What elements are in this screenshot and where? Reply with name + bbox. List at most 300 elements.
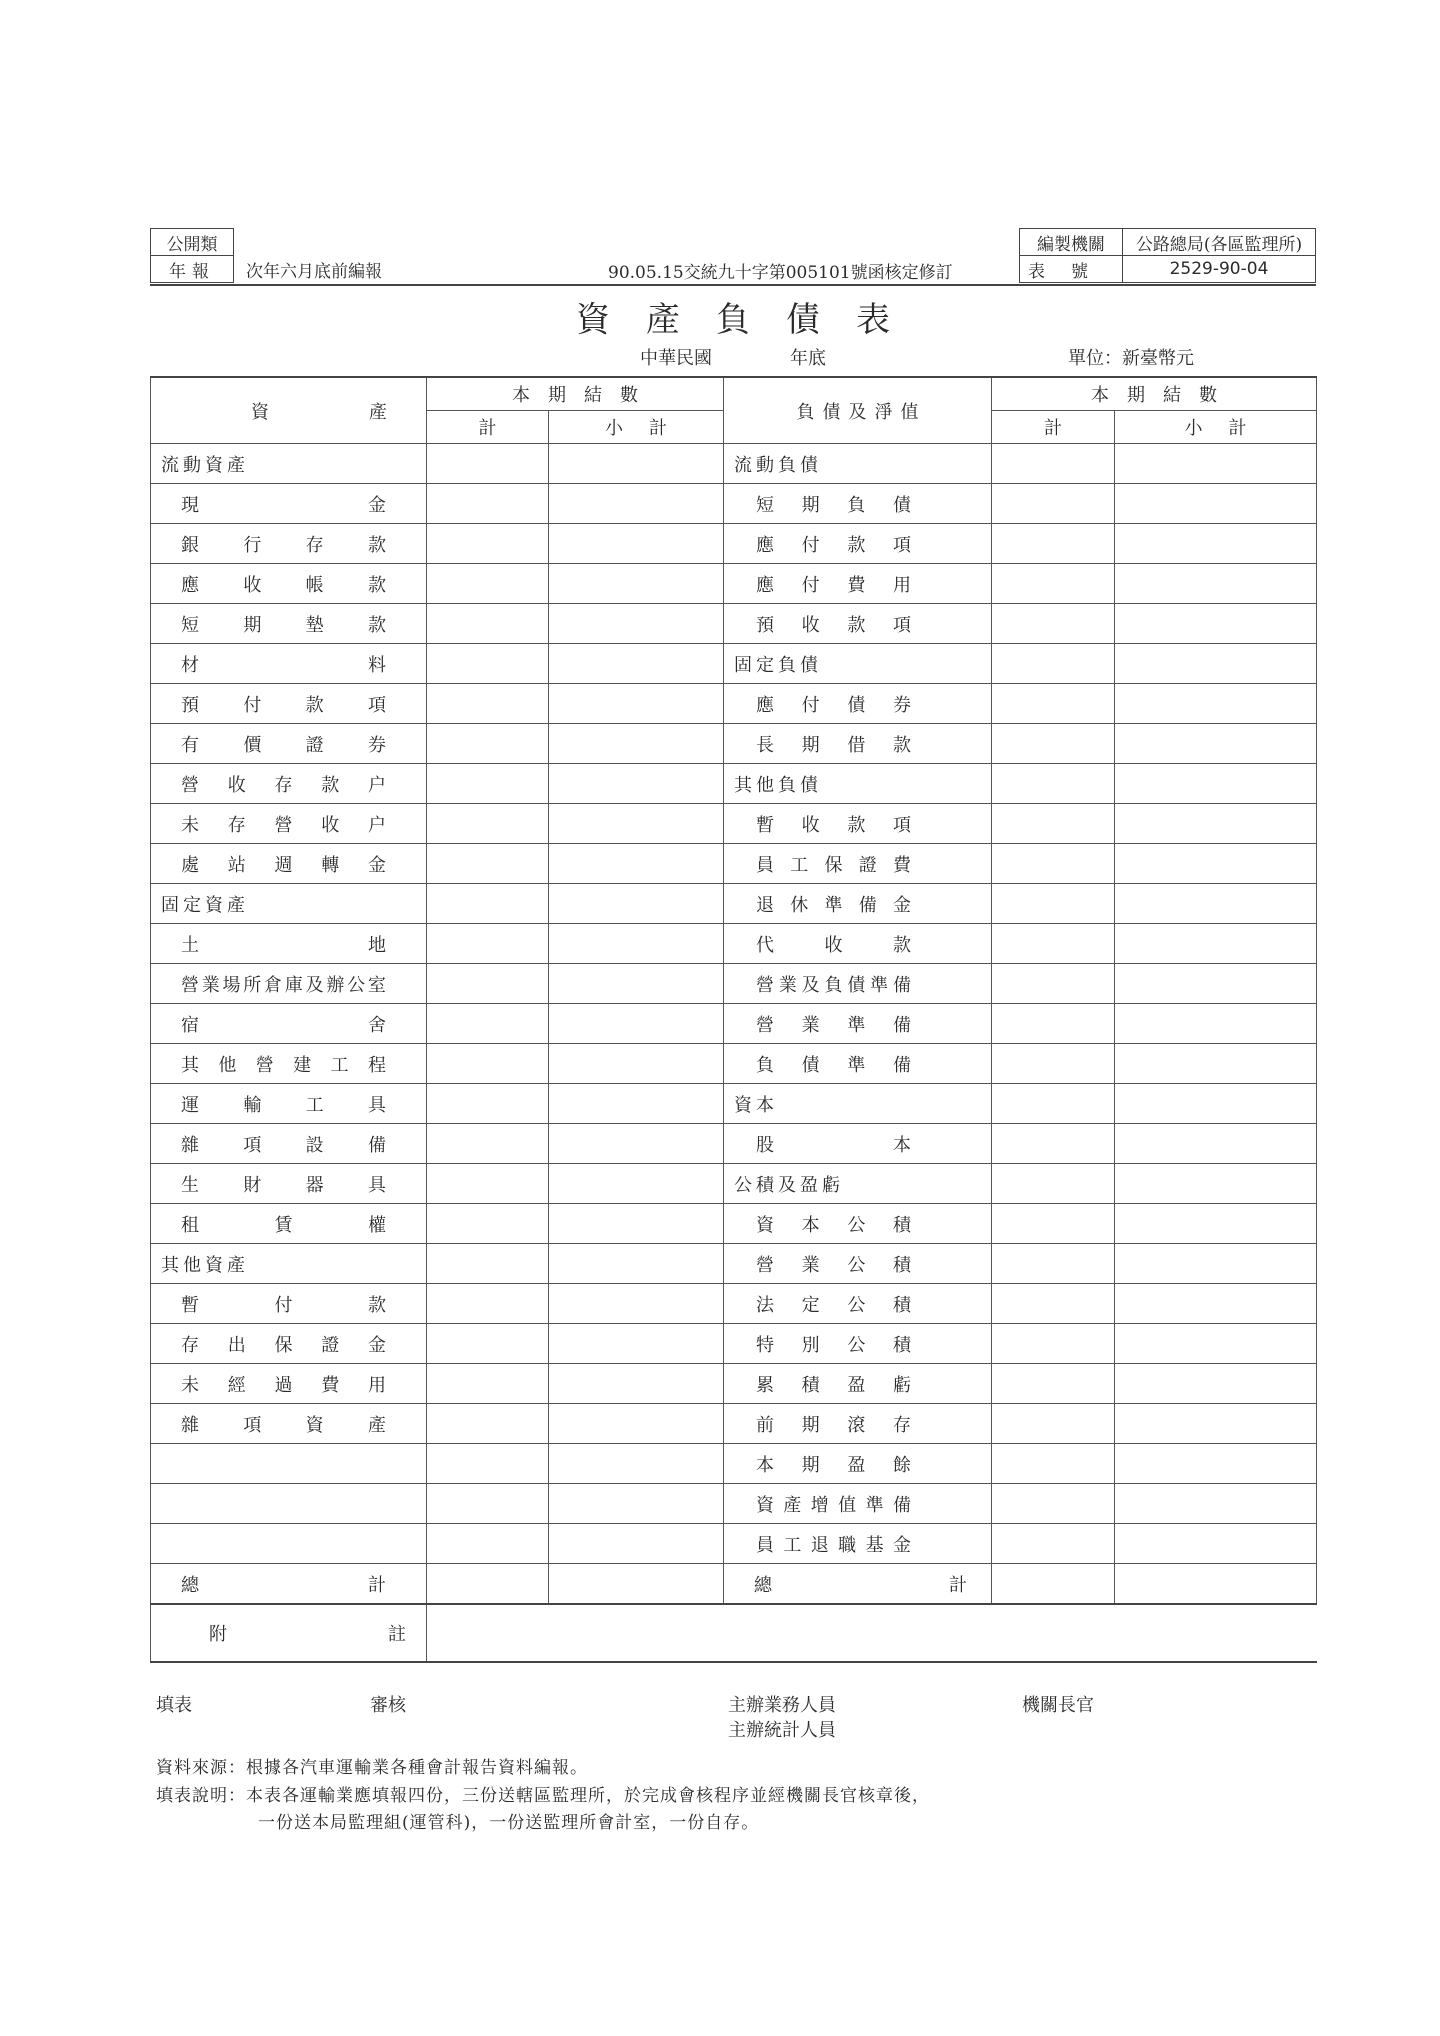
table-cell[interactable]: [549, 1244, 724, 1284]
table-cell[interactable]: [427, 1044, 549, 1084]
table-cell[interactable]: [427, 484, 549, 524]
table-cell[interactable]: [1115, 1564, 1317, 1605]
table-row: [151, 1364, 1317, 1404]
label-char: 收: [801, 814, 820, 836]
label-char: 法: [756, 1294, 774, 1316]
label-char: 金: [892, 1534, 911, 1556]
label-char: 運: [181, 1094, 199, 1116]
left-item-label: [151, 844, 427, 884]
label-char: 本: [893, 1134, 911, 1156]
label-char: 營: [181, 774, 199, 796]
label-char: 暫: [181, 1294, 199, 1316]
table-cell[interactable]: [992, 644, 1115, 684]
label-char: 金: [368, 854, 386, 876]
right-item-text: 流動負債: [734, 454, 822, 476]
table-cell[interactable]: [427, 564, 549, 604]
label-char: 短: [756, 494, 774, 516]
table-cell[interactable]: [549, 924, 724, 964]
label-char: 備: [892, 1494, 911, 1516]
table-cell[interactable]: [992, 484, 1115, 524]
right-item-label: [724, 1404, 992, 1444]
label-char: 材: [181, 654, 199, 676]
label-char: 及: [801, 974, 820, 996]
right-item-text: [756, 1051, 911, 1077]
table-cell[interactable]: [1115, 1484, 1317, 1524]
right-item-label: [724, 804, 992, 844]
label-char: 項: [892, 614, 911, 636]
table-cell[interactable]: [992, 1164, 1115, 1204]
notes-label-text: [209, 1620, 406, 1646]
table-cell[interactable]: [549, 524, 724, 564]
label-char: 資: [756, 1214, 774, 1236]
label-char: 營: [756, 1014, 774, 1036]
table-row: [151, 964, 1317, 1004]
table-cell[interactable]: [1115, 1444, 1317, 1484]
table-cell[interactable]: [549, 1124, 724, 1164]
label-char: 退: [756, 894, 774, 916]
table-cell[interactable]: [1115, 1084, 1317, 1124]
table-cell[interactable]: [549, 1284, 724, 1324]
table-cell[interactable]: [992, 1484, 1115, 1524]
table-cell[interactable]: [427, 1524, 549, 1564]
right-item-text: [756, 1211, 911, 1237]
label-char: 費: [847, 574, 866, 596]
table-cell[interactable]: [549, 1204, 724, 1244]
label-char: 項: [892, 814, 911, 836]
label-char: 保: [824, 854, 843, 876]
label-char: 收: [227, 774, 246, 796]
right-item-label: [724, 1484, 992, 1524]
table-cell[interactable]: [1115, 1204, 1317, 1244]
label-char: 工: [305, 1094, 324, 1116]
left-item-label: [151, 924, 427, 964]
label-char: 債: [847, 974, 866, 996]
table-cell[interactable]: [549, 1324, 724, 1364]
right-item-label: [724, 1004, 992, 1044]
label-char: 累: [756, 1374, 774, 1396]
label-char: 積: [892, 1254, 911, 1276]
table-cell[interactable]: [549, 764, 724, 804]
table-cell[interactable]: [992, 764, 1115, 804]
label-char: 工: [790, 854, 809, 876]
table-cell[interactable]: [549, 444, 724, 484]
label-char: 滾: [847, 1414, 866, 1436]
table-cell[interactable]: [549, 1044, 724, 1084]
table-cell[interactable]: [549, 1564, 724, 1605]
label-char: 保: [274, 1334, 293, 1356]
label-char: 積: [892, 1294, 911, 1316]
left-item-label: [151, 1444, 427, 1484]
table-cell[interactable]: [427, 844, 549, 884]
table-cell[interactable]: [1115, 1044, 1317, 1084]
table-cell[interactable]: [1115, 844, 1317, 884]
liabilities-total-text: [754, 1571, 967, 1597]
table-cell[interactable]: [1115, 764, 1317, 804]
label-char: 短: [181, 614, 199, 636]
page-title: 資產負債表: [576, 300, 926, 340]
label-char: 週: [274, 854, 293, 876]
table-cell[interactable]: [549, 1164, 724, 1204]
table-cell[interactable]: [1115, 1364, 1317, 1404]
right-item-label: [724, 444, 992, 484]
table-cell[interactable]: [1115, 1004, 1317, 1044]
right-item-label: [724, 964, 992, 1004]
label-char: 金: [368, 1334, 386, 1356]
label-char: 附: [209, 1624, 227, 1645]
table-cell[interactable]: [1115, 1324, 1317, 1364]
label-char: 收: [321, 814, 340, 836]
table-cell[interactable]: [1115, 1524, 1317, 1564]
assets-total-label: [151, 1564, 427, 1605]
table-cell[interactable]: [427, 1364, 549, 1404]
table-cell[interactable]: [549, 804, 724, 844]
table-cell[interactable]: [549, 1004, 724, 1044]
assets-subtotal-col: 小計: [549, 411, 724, 444]
table-cell[interactable]: [427, 884, 549, 924]
table-cell[interactable]: [549, 604, 724, 644]
label-char: 積: [892, 1214, 911, 1236]
table-cell[interactable]: [427, 1404, 549, 1444]
label-char: 款: [847, 534, 866, 556]
table-cell[interactable]: [427, 924, 549, 964]
table-cell[interactable]: [427, 604, 549, 644]
filler-signature-label: 填表: [156, 1695, 192, 1716]
table-row: [151, 1164, 1317, 1204]
assets-period-header: 本期結數: [427, 377, 724, 411]
disclosure-label: 公開類: [151, 229, 234, 256]
table-cell[interactable]: [992, 964, 1115, 1004]
table-row: [151, 1044, 1317, 1084]
label-char: 期: [801, 1454, 820, 1476]
label-char: 積: [801, 1374, 820, 1396]
label-char: 金: [368, 494, 386, 516]
right-item-text: [756, 1291, 911, 1317]
instructions-line-1: 填表說明：本表各運輸業應填報四份，三份送轄區監理所，於完成會核程序並經機關長官核章後，: [156, 1786, 930, 1806]
frequency-label: 年報: [151, 256, 234, 283]
label-char: 期: [801, 494, 820, 516]
right-item-text: [756, 691, 911, 717]
right-item-label: [724, 1084, 992, 1124]
table-cell[interactable]: [992, 1084, 1115, 1124]
left-item-label: [151, 564, 427, 604]
table-cell[interactable]: [992, 1284, 1115, 1324]
label-char: 款: [368, 1294, 386, 1316]
table-cell[interactable]: [427, 644, 549, 684]
label-char: 存: [305, 534, 324, 556]
left-item-text: [181, 1171, 386, 1197]
label-char: 收: [824, 934, 843, 956]
table-cell[interactable]: [992, 724, 1115, 764]
right-item-text: [756, 1451, 911, 1477]
table-cell[interactable]: [549, 1444, 724, 1484]
table-cell[interactable]: [427, 524, 549, 564]
label-char: 雜: [181, 1134, 199, 1156]
label-char: 收: [243, 574, 262, 596]
label-char: 備: [892, 1054, 911, 1076]
table-cell[interactable]: [992, 1564, 1115, 1605]
table-cell[interactable]: [1115, 1164, 1317, 1204]
table-cell[interactable]: [549, 1084, 724, 1124]
table-row: [151, 1444, 1317, 1484]
table-cell[interactable]: [549, 1404, 724, 1444]
label-char: 本: [756, 1454, 774, 1476]
label-char: 帳: [305, 574, 324, 596]
label-char: 休: [790, 894, 809, 916]
right-item-text: [756, 611, 911, 637]
label-char: 準: [847, 1014, 866, 1036]
table-cell[interactable]: [427, 1124, 549, 1164]
label-char: 未: [181, 814, 199, 836]
table-cell[interactable]: [427, 684, 549, 724]
table-cell[interactable]: [427, 1284, 549, 1324]
label-char: 盈: [847, 1374, 866, 1396]
table-row: [151, 444, 1317, 484]
table-cell[interactable]: [1115, 1244, 1317, 1284]
table-row: [151, 764, 1317, 804]
table-cell[interactable]: [427, 1484, 549, 1524]
label-char: 暫: [756, 814, 774, 836]
label-char: 土: [181, 934, 199, 956]
table-cell[interactable]: [1115, 1124, 1317, 1164]
table-row: [151, 684, 1317, 724]
table-cell[interactable]: [1115, 1284, 1317, 1324]
notes-field[interactable]: [427, 1604, 1317, 1662]
table-cell[interactable]: [1115, 444, 1317, 484]
label-char: 特: [756, 1334, 774, 1356]
table-cell[interactable]: [549, 1364, 724, 1404]
table-cell[interactable]: [549, 684, 724, 724]
left-item-text: [181, 611, 386, 637]
label-char: 未: [181, 1374, 199, 1396]
right-item-label: [724, 1284, 992, 1324]
label-char: 準: [824, 894, 843, 916]
label-char: 設: [305, 1134, 324, 1156]
table-cell[interactable]: [992, 1524, 1115, 1564]
label-char: 雜: [181, 1414, 199, 1436]
table-row: [151, 804, 1317, 844]
table-cell[interactable]: [992, 884, 1115, 924]
table-row: [151, 1204, 1317, 1244]
table-cell[interactable]: [427, 1164, 549, 1204]
unit-label: 單位：新臺幣元: [1068, 348, 1194, 369]
left-item-label: [151, 1364, 427, 1404]
table-cell[interactable]: [992, 604, 1115, 644]
table-cell[interactable]: [427, 1004, 549, 1044]
right-item-text: [756, 971, 911, 997]
table-cell[interactable]: [427, 764, 549, 804]
label-char: 建: [293, 1054, 312, 1076]
table-row: [151, 1004, 1317, 1044]
liabilities-subtotal-col: 小計: [1115, 411, 1317, 444]
label-char: 債: [847, 694, 866, 716]
label-char: 舍: [368, 1014, 386, 1036]
label-char: 器: [305, 1174, 324, 1196]
label-char: 公: [847, 1214, 866, 1236]
label-char: 證: [305, 734, 324, 756]
label-char: 户: [368, 774, 386, 796]
table-cell[interactable]: [1115, 884, 1317, 924]
assets-header: 資產: [151, 377, 427, 444]
table-row: [151, 1404, 1317, 1444]
table-cell[interactable]: [549, 884, 724, 924]
table-cell[interactable]: [992, 444, 1115, 484]
right-item-text: [756, 1251, 911, 1277]
label-char: 具: [367, 1174, 386, 1196]
right-item-text: [756, 851, 911, 877]
label-char: 過: [274, 1374, 293, 1396]
table-cell[interactable]: [992, 1364, 1115, 1404]
left-item-text: [181, 1051, 386, 1077]
right-item-label: [724, 484, 992, 524]
table-cell[interactable]: [992, 924, 1115, 964]
table-row: [151, 844, 1317, 884]
right-item-text: [756, 811, 911, 837]
label-char: 付: [801, 534, 820, 556]
table-cell[interactable]: [1115, 644, 1317, 684]
table-cell[interactable]: [427, 1564, 549, 1605]
table-cell[interactable]: [992, 1204, 1115, 1244]
table-cell[interactable]: [427, 1204, 549, 1244]
table-cell[interactable]: [1115, 524, 1317, 564]
label-char: 準: [870, 974, 889, 996]
table-cell[interactable]: [549, 564, 724, 604]
label-char: 營: [255, 1054, 274, 1076]
label-char: 代: [756, 934, 774, 956]
label-char: 券: [892, 694, 911, 716]
table-cell[interactable]: [1115, 724, 1317, 764]
right-item-label: [724, 1364, 992, 1404]
table-cell[interactable]: [549, 844, 724, 884]
left-item-text: [181, 1091, 386, 1117]
table-cell[interactable]: [1115, 924, 1317, 964]
left-item-label: [151, 1484, 427, 1524]
right-item-text: [756, 1411, 911, 1437]
table-cell[interactable]: [549, 484, 724, 524]
table-cell[interactable]: [992, 1044, 1115, 1084]
label-char: 虧: [892, 1374, 911, 1396]
label-char: 存: [227, 814, 246, 836]
form-no-label: 表號: [1020, 256, 1123, 283]
right-item-label: [724, 1524, 992, 1564]
label-char: 站: [227, 854, 246, 876]
label-char: 工: [783, 1534, 802, 1556]
label-char: 應: [756, 534, 774, 556]
left-item-label: [151, 644, 427, 684]
label-char: 計: [949, 1574, 967, 1596]
table-cell[interactable]: [1115, 804, 1317, 844]
table-cell[interactable]: [992, 684, 1115, 724]
label-char: 用: [892, 574, 911, 596]
table-cell[interactable]: [427, 1244, 549, 1284]
left-item-text: [181, 771, 386, 797]
table-cell[interactable]: [427, 724, 549, 764]
label-char: 項: [243, 1134, 262, 1156]
table-cell[interactable]: [992, 1004, 1115, 1044]
right-item-text: 其他負債: [734, 774, 822, 796]
label-char: 餘: [892, 1454, 911, 1476]
right-item-label: [724, 644, 992, 684]
table-cell[interactable]: [427, 444, 549, 484]
label-char: 值: [838, 1494, 857, 1516]
label-char: 期: [801, 734, 820, 756]
label-char: 財: [243, 1174, 262, 1196]
table-cell[interactable]: [549, 644, 724, 684]
table-cell[interactable]: [992, 1324, 1115, 1364]
label-char: 金: [893, 894, 911, 916]
table-cell[interactable]: [427, 1084, 549, 1124]
table-cell[interactable]: [1115, 564, 1317, 604]
left-item-text: [181, 651, 386, 677]
table-row: [151, 484, 1317, 524]
label-char: 債: [892, 494, 911, 516]
table-cell[interactable]: [992, 844, 1115, 884]
label-char: 負: [824, 974, 843, 996]
label-char: 款: [893, 934, 911, 956]
table-cell[interactable]: [427, 964, 549, 1004]
table-row: [151, 1524, 1317, 1564]
left-item-label: [151, 444, 427, 484]
table-cell[interactable]: [1115, 964, 1317, 1004]
label-char: 總: [181, 1574, 199, 1596]
table-cell[interactable]: [992, 564, 1115, 604]
balance-table: [150, 376, 1317, 1663]
table-cell[interactable]: [1115, 484, 1317, 524]
table-cell[interactable]: [992, 1444, 1115, 1484]
left-item-label: [151, 524, 427, 564]
label-char: 定: [801, 1294, 820, 1316]
table-cell[interactable]: [1115, 1404, 1317, 1444]
table-row: [151, 1484, 1317, 1524]
table-cell[interactable]: [549, 1524, 724, 1564]
left-item-label: [151, 484, 427, 524]
assets-total-text: [181, 1571, 386, 1597]
table-cell[interactable]: [549, 724, 724, 764]
label-char: 付: [801, 694, 820, 716]
label-char: 營: [274, 814, 293, 836]
statistics-officer-label: 主辦統計人員: [728, 1720, 836, 1741]
assets-total-col: 計: [427, 411, 549, 444]
label-char: 營: [756, 974, 774, 996]
deadline-text: 次年六月底前編報: [234, 256, 389, 283]
label-char: 預: [181, 694, 199, 716]
left-item-text: [181, 571, 386, 597]
left-item-text: [181, 1011, 386, 1037]
label-char: 備: [892, 974, 911, 996]
label-char: 場: [222, 974, 241, 996]
label-char: 存: [892, 1414, 911, 1436]
table-cell[interactable]: [992, 524, 1115, 564]
table-cell[interactable]: [549, 1484, 724, 1524]
table-cell[interactable]: [427, 1324, 549, 1364]
left-item-text: [181, 811, 386, 837]
label-char: 證: [321, 1334, 340, 1356]
left-item-label: [151, 1524, 427, 1564]
label-char: 公: [347, 974, 366, 996]
table-cell[interactable]: [427, 1444, 549, 1484]
table-cell[interactable]: [992, 1244, 1115, 1284]
table-cell[interactable]: [1115, 604, 1317, 644]
table-row: [151, 604, 1317, 644]
label-char: 存: [181, 1334, 199, 1356]
label-char: 期: [801, 1414, 820, 1436]
table-cell[interactable]: [992, 1404, 1115, 1444]
table-cell[interactable]: [992, 804, 1115, 844]
table-cell[interactable]: [549, 964, 724, 1004]
right-item-label: [724, 1124, 992, 1164]
table-cell[interactable]: [992, 1124, 1115, 1164]
table-cell[interactable]: [1115, 684, 1317, 724]
table-cell[interactable]: [427, 804, 549, 844]
